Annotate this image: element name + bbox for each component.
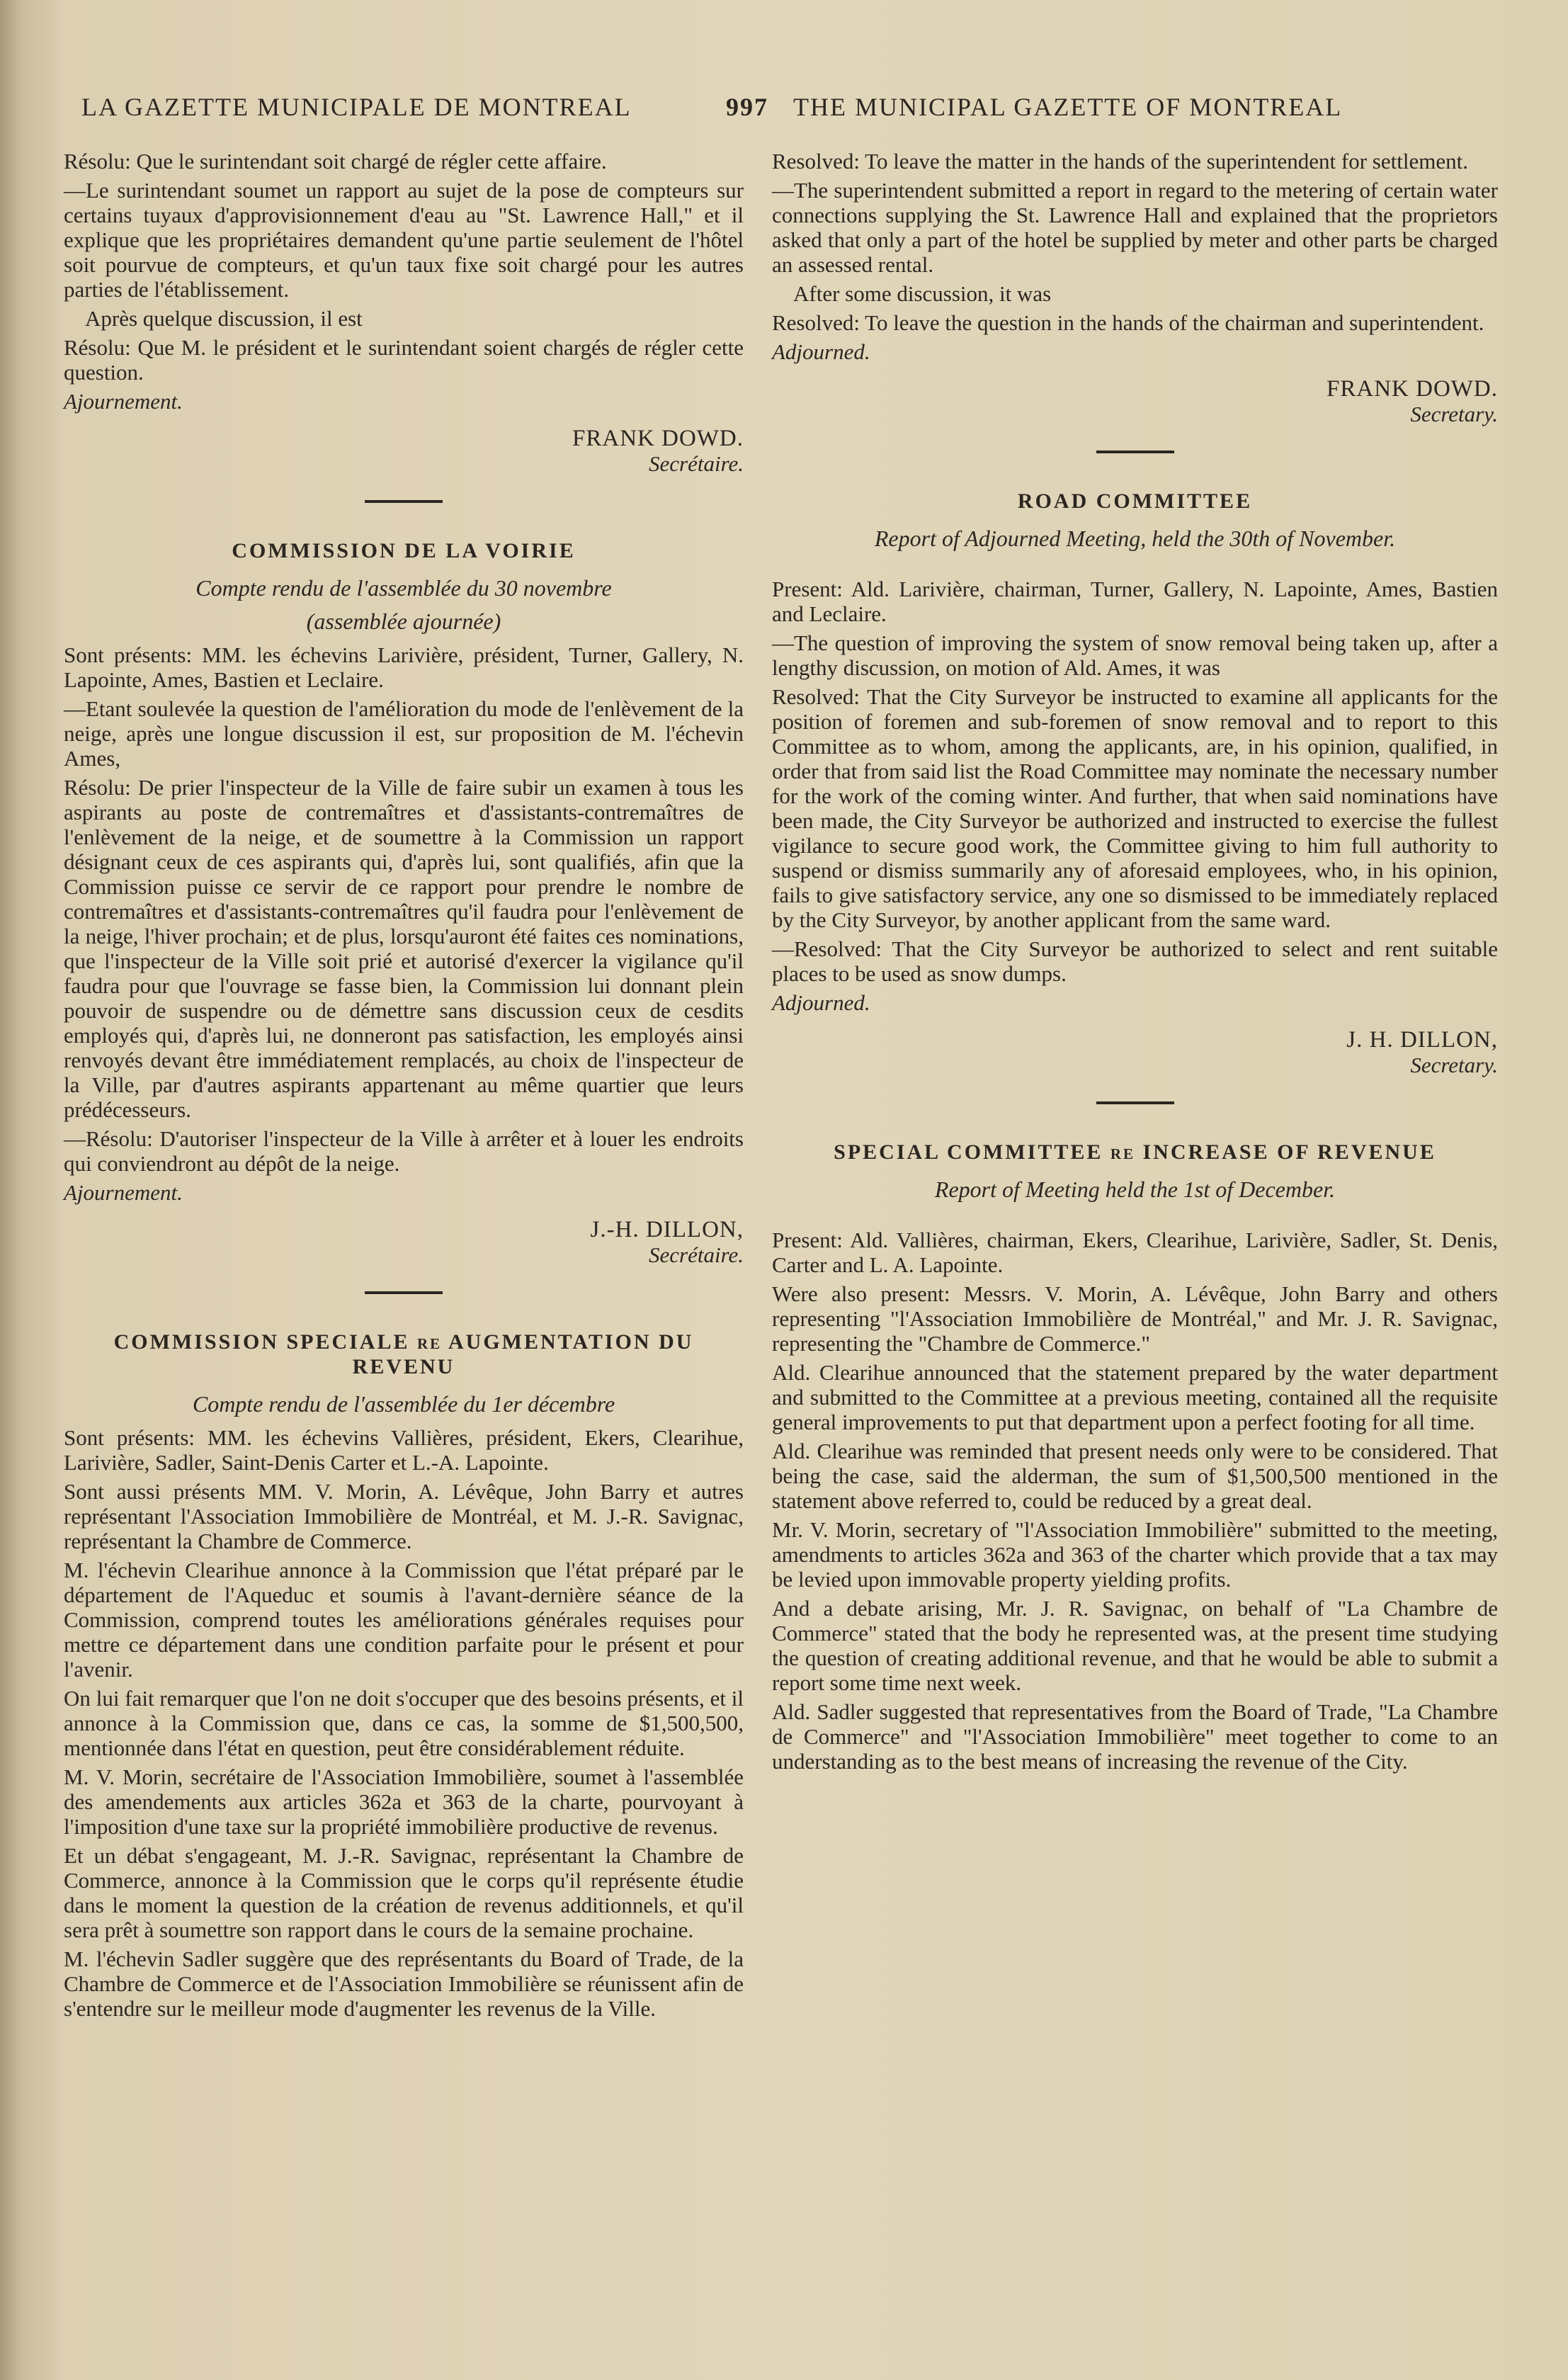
section-subtitle: Compte rendu de l'assemblée du 1er décembre — [192, 1391, 615, 1417]
section-divider — [365, 1291, 443, 1294]
paragraph: Mr. V. Morin, secretary of "l'Association Immobilière" submitted to the meeting, amendments to articles 362a and 363 of the charter which provide that a tax may be levied upon immovable property yielding profits. — [772, 1517, 1498, 1592]
spacer — [772, 560, 1498, 577]
paragraph: Present: Ald. Larivière, chairman, Turner, Gallery, N. Lapointe, Ames, Bastien and Leclaire. — [772, 577, 1498, 626]
paragraph: Resolved: That the City Surveyor be instructed to examine all applicants for the position of foremen and sub-foremen of snow removal and to report to this Committee as to whom, among the applicants, are, in his opinion, qualified, in order that from said list the Road Committee may nominate the necessary number for the work of the coming winter. And further, that when said nominations have been made, the City Surveyor be authorized and instructed to exercise the fullest vigilance to secure good work, the Committee giving to him full authority to suspend or dismiss summarily any of aforesaid employees, who, in his opinion, fails to give satisfactory service, any one so dismissed to be immediately replaced by the City Surveyor, by another applicant from the same ward. — [772, 684, 1498, 932]
signature-role: Secretary. — [1410, 1053, 1498, 1077]
paragraph: Résolu: De prier l'inspecteur de la Ville de faire subir un examen à tous les aspirants au poste de contremaîtres et d'assistants-contremaîtres de l'enlèvement de la neige, et de soumettre à la Commission un rapport désignant ceux de ces aspirants qui, d'après lui, sont qualifiés, afin que la Commission puisse ce servir de ce rapport pour prendre le nombre de contremaîtres et d'assistants-contremaîtres qu'il faudra pour l'enlèvement de la neige, l'hiver prochain; et de plus, lorsqu'auront été faites ces nominations, que l'inspecteur de la Ville soit prié et autorisé d'exercer la vigilance qu'il faudra pour que l'ouvrage se fasse bien, la Commission lui donnant plein pouvoir de suspendre ou de démettre sans discussion ceux de cesdits employés qui, d'après lui, ne donneront pas satisfaction, les employés ainsi renvoyés devant être immédiatement remplacés, au choix de l'inspecteur de la Ville, par d'autres aspirants appartenant au même quartier que leurs prédécesseurs. — [64, 775, 744, 1122]
paragraph: Résolu: Que le surintendant soit chargé de régler cette affaire. — [64, 149, 607, 174]
signature-role: Secrétaire. — [649, 1242, 744, 1267]
paragraph: —Le surintendant soumet un rapport au sujet de la pose de compteurs sur certains tuyaux d'approvisionnement d'eau au "St. Lawrence Hall," et il explique que les propriétaires demandent qu'une partie seulement de l'hôtel soit pourvue de compteurs, et qu'un taux fixe soit chargé pour les autres parties de l'établissement. — [64, 178, 744, 302]
paragraph: Sont aussi présents MM. V. Morin, A. Lévêque, John Barry et autres représentant l'Association Immobilière de Montréal, et M. J.-R. Savignac, représentant la Chambre de Commerce. — [64, 1479, 744, 1553]
spacer — [772, 1211, 1498, 1228]
section-divider — [1096, 450, 1174, 453]
paragraph: Sont présents: MM. les échevins Larivière, président, Turner, Gallery, N. Lapointe, Ames, Bastien et Leclaire. — [64, 642, 744, 692]
signature-name: FRANK DOWD. — [1326, 376, 1498, 402]
paragraph: —Résolu: D'autoriser l'inspecteur de la Ville à arrêter et à louer les endroits qui conviendront au dépôt de la neige. — [64, 1126, 744, 1176]
paragraph: —The superintendent submitted a report in regard to the metering of certain water connections supplying the St. Lawrence Hall and explained that the proprietors asked that only a part of the hotel be supplied by meter and other parts be charged an assessed rental. — [772, 178, 1498, 277]
paragraph: Ald. Clearihue was reminded that present needs only were to be considered. That being the case, said the alderman, the sum of $1,500,500 mentioned in the statement above referred to, could be reduced by a great deal. — [772, 1439, 1498, 1513]
paragraph: Ald. Clearihue announced that the statement prepared by the water department and submitted to the Committee at a previous meeting, contained all the requisite general improvements to put that department upon a perfect footing for all time. — [772, 1360, 1498, 1434]
paragraph: On lui fait remarquer que l'on ne doit s'occuper que des besoins présents, et il annonce à la Commission que, dans ce cas, la somme de $1,500,500, mentionnée dans l'état en question, peut être considérablement réduite. — [64, 1686, 744, 1760]
header-english-title: THE MUNICIPAL GAZETTE OF MONTREAL — [793, 93, 1343, 121]
section-title: ROAD COMMITTEE — [1017, 489, 1253, 513]
english-column — [772, 149, 1498, 1778]
paragraph: Were also present: Messrs. V. Morin, A. Lévêque, John Barry and others representing "l'Association Immobilière de Montréal," and Mr. J. R. Savignac, representing the "Chambre de Commerce." — [772, 1281, 1498, 1356]
signature-role: Secrétaire. — [649, 451, 744, 476]
paragraph: Resolved: To leave the matter in the hands of the superintendent for settlement. — [772, 149, 1468, 174]
section-subtitle: (assemblée ajournée) — [306, 608, 501, 634]
paragraph: Sont présents: MM. les échevins Vallières, président, Ekers, Clearihue, Larivière, Sadler, Saint-Denis Carter et L.-A. Lapointe. — [64, 1425, 744, 1475]
paragraph: Present: Ald. Vallières, chairman, Ekers, Clearihue, Larivière, Sadler, St. Denis, Carter and L. A. Lapointe. — [772, 1228, 1498, 1277]
paragraph: And a debate arising, Mr. J. R. Savignac, on behalf of "La Chambre de Commerce" stated that the body he represented was, at the present time studying the question of creating additional revenue, and that he would be able to submit a report some time next week. — [772, 1596, 1498, 1695]
adjournment: Adjourned. — [772, 339, 870, 364]
page-header — [81, 85, 1441, 128]
paragraph: Après quelque discussion, il est — [85, 306, 363, 331]
paragraph: Résolu: Que M. le président et le surintendant soient chargés de régler cette question. — [64, 335, 744, 385]
paragraph: Resolved: To leave the question in the hands of the chairman and superintendent. — [772, 310, 1484, 335]
paragraph: —The question of improving the system of snow removal being taken up, after a lengthy discussion, on motion of Ald. Ames, it was — [772, 630, 1498, 680]
header-french-title: LA GAZETTE MUNICIPALE DE MONTREAL — [81, 93, 632, 121]
signature-name: FRANK DOWD. — [572, 426, 744, 451]
paragraph: Ald. Sadler suggested that representatives from the Board of Trade, "La Chambre de Commerce" and "l'Association Immobilière" meet together to come to an understanding as to the best means of increasing the revenue of the City. — [772, 1699, 1498, 1774]
section-subtitle: Report of Meeting held the 1st of December. — [934, 1177, 1336, 1202]
adjournment: Ajournement. — [64, 389, 183, 414]
paragraph: After some discussion, it was — [793, 281, 1052, 306]
signature-name: J. H. DILLON, — [1346, 1027, 1498, 1053]
paragraph: M. l'échevin Sadler suggère que des représentants du Board of Trade, de la Chambre de Commerce et de l'Association Immobilière se réunissent afin de s'entendre sur le meilleur mode d'augmenter les revenus de la Ville. — [64, 1946, 744, 2021]
signature-name: J.-H. DILLON, — [590, 1217, 744, 1242]
paragraph: —Etant soulevée la question de l'amélioration du mode de l'enlèvement de la neige, après une longue discussion il est, sur proposition de M. l'échevin Ames, — [64, 696, 744, 771]
section-title: COMMISSION SPECIALE re AUGMENTATION DU REVENU — [113, 1330, 694, 1378]
french-column — [64, 149, 744, 2025]
paragraph: M. V. Morin, secrétaire de l'Association Immobilière, soumet à l'assemblée des amendements aux articles 362a et 363 de la charte, pourvoyant à l'imposition d'une taxe sur la propriété immobilière productive de revenus. — [64, 1764, 744, 1839]
paragraph: M. l'échevin Clearihue annonce à la Commission que l'état préparé par le département de l'Aqueduc et soumis à l'avant-dernière séance de la Commission, comprend toutes les améliorations générales requises pour mettre ce département dans une condition parfaite pour le présent et pour l'avenir. — [64, 1558, 744, 1682]
adjournment: Adjourned. — [772, 990, 870, 1015]
section-subtitle: Compte rendu de l'assemblée du 30 novembre — [195, 575, 612, 601]
signature-role: Secretary. — [1410, 402, 1498, 426]
section-title: COMMISSION DE LA VOIRIE — [232, 539, 576, 562]
adjournment: Ajournement. — [64, 1180, 183, 1205]
section-title: SPECIAL COMMITTEE re INCREASE OF REVENUE — [834, 1140, 1436, 1164]
section-divider — [1096, 1101, 1174, 1104]
paragraph: Et un débat s'engageant, M. J.-R. Savignac, représentant la Chambre de Commerce, annonce à la Commission que le corps qu'il représente étudie dans le moment la question de la création de revenus additionnels, et qu'il sera prêt à soumettre son rapport dans le cours de la semaine prochaine. — [64, 1843, 744, 1942]
section-divider — [365, 500, 443, 503]
paragraph: —Resolved: That the City Surveyor be authorized to select and rent suitable places to be used as snow dumps. — [772, 936, 1498, 986]
section-subtitle: Report of Adjourned Meeting, held the 30th of November. — [874, 526, 1396, 551]
page-number: 997 — [726, 93, 768, 121]
